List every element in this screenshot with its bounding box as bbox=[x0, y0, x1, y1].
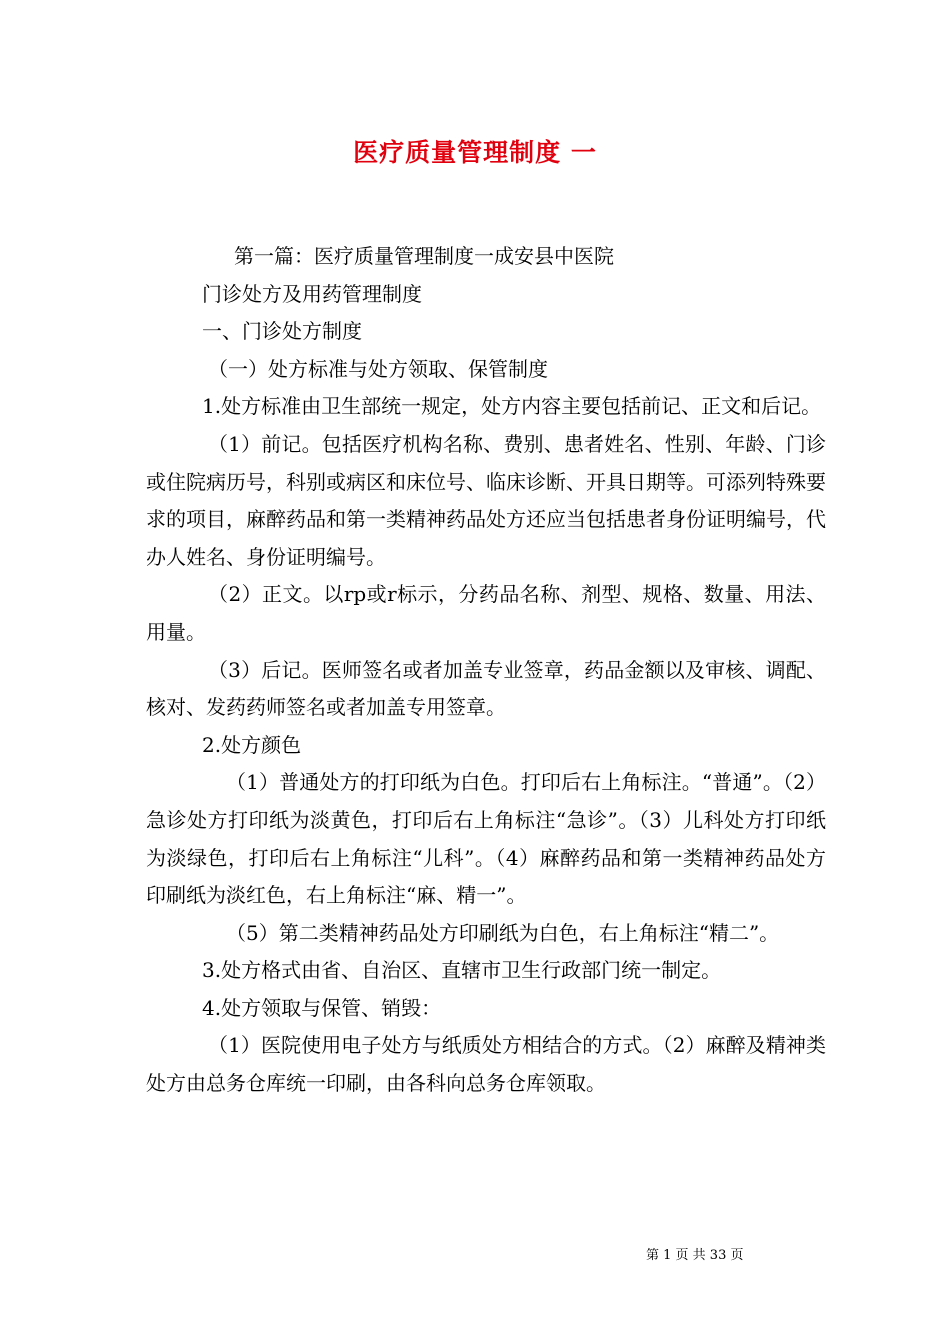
paragraph-item-1: 1.处方标准由卫生部统一规定，处方内容主要包括前记、正文和后记。 bbox=[202, 394, 822, 419]
paragraph-item-4-1: （1）医院使用电子处方与纸质处方相结合的方式。（2）麻醉及精神类处方由总务仓库统一印刷，由各科向总务仓库领取。 bbox=[146, 1033, 826, 1096]
paragraph-heading-1-1: （一）处方标准与处方领取、保管制度 bbox=[208, 356, 548, 381]
document-body bbox=[146, 238, 826, 1103]
paragraph-item-1-1: （1）前记。包括医疗机构名称、费别、患者姓名、性别、年龄、门诊或住院病历号，科别或病区和床位号、临床诊断、开具日期等。可添列特殊要求的项目，麻醉药品和第一类精神药品处方还应当包括患者身份证明编号，代办人姓名、身份证明编号。 bbox=[146, 431, 826, 569]
paragraph-item-2-5: （5）第二类精神药品处方印刷纸为白色，右上角标注“精二”。 bbox=[226, 920, 780, 945]
paragraph-heading-1: 一、门诊处方制度 bbox=[202, 319, 362, 344]
paragraph-item-2: 2.处方颜色 bbox=[202, 732, 302, 757]
document-title: 医疗质量管理制度 一 bbox=[353, 138, 597, 167]
paragraph-item-3: 3.处方格式由省、自治区、直辖市卫生行政部门统一制定。 bbox=[202, 958, 722, 983]
paragraph-section-title: 门诊处方及用药管理制度 bbox=[202, 281, 422, 306]
page-footer: 第 1 页 共 33 页 bbox=[646, 1248, 744, 1263]
paragraph-item-4: 4.处方领取与保管、销毁： bbox=[202, 995, 442, 1020]
paragraph-item-2-colors: （1）普通处方的打印纸为白色。打印后右上角标注。“普通”。（2）急诊处方打印纸为淡黄色，打印后右上角标注“急诊”。（3）儿科处方打印纸为淡绿色，打印后右上角标注“儿科”。（4）麻醉药品和第一类精神药品处方印刷纸为淡红色，右上角标注“麻、精一”。 bbox=[146, 770, 826, 908]
paragraph-item-1-2: （2）正文。以rp或r标示，分药品名称、剂型、规格、数量、用法、用量。 bbox=[146, 582, 826, 644]
paragraph-chapter-heading: 第一篇：医疗质量管理制度一成安县中医院 bbox=[234, 244, 614, 268]
paragraph-item-1-3: （3）后记。医师签名或者加盖专业签章，药品金额以及审核、调配、核对、发药药师签名或者加盖专用签章。 bbox=[146, 657, 826, 720]
